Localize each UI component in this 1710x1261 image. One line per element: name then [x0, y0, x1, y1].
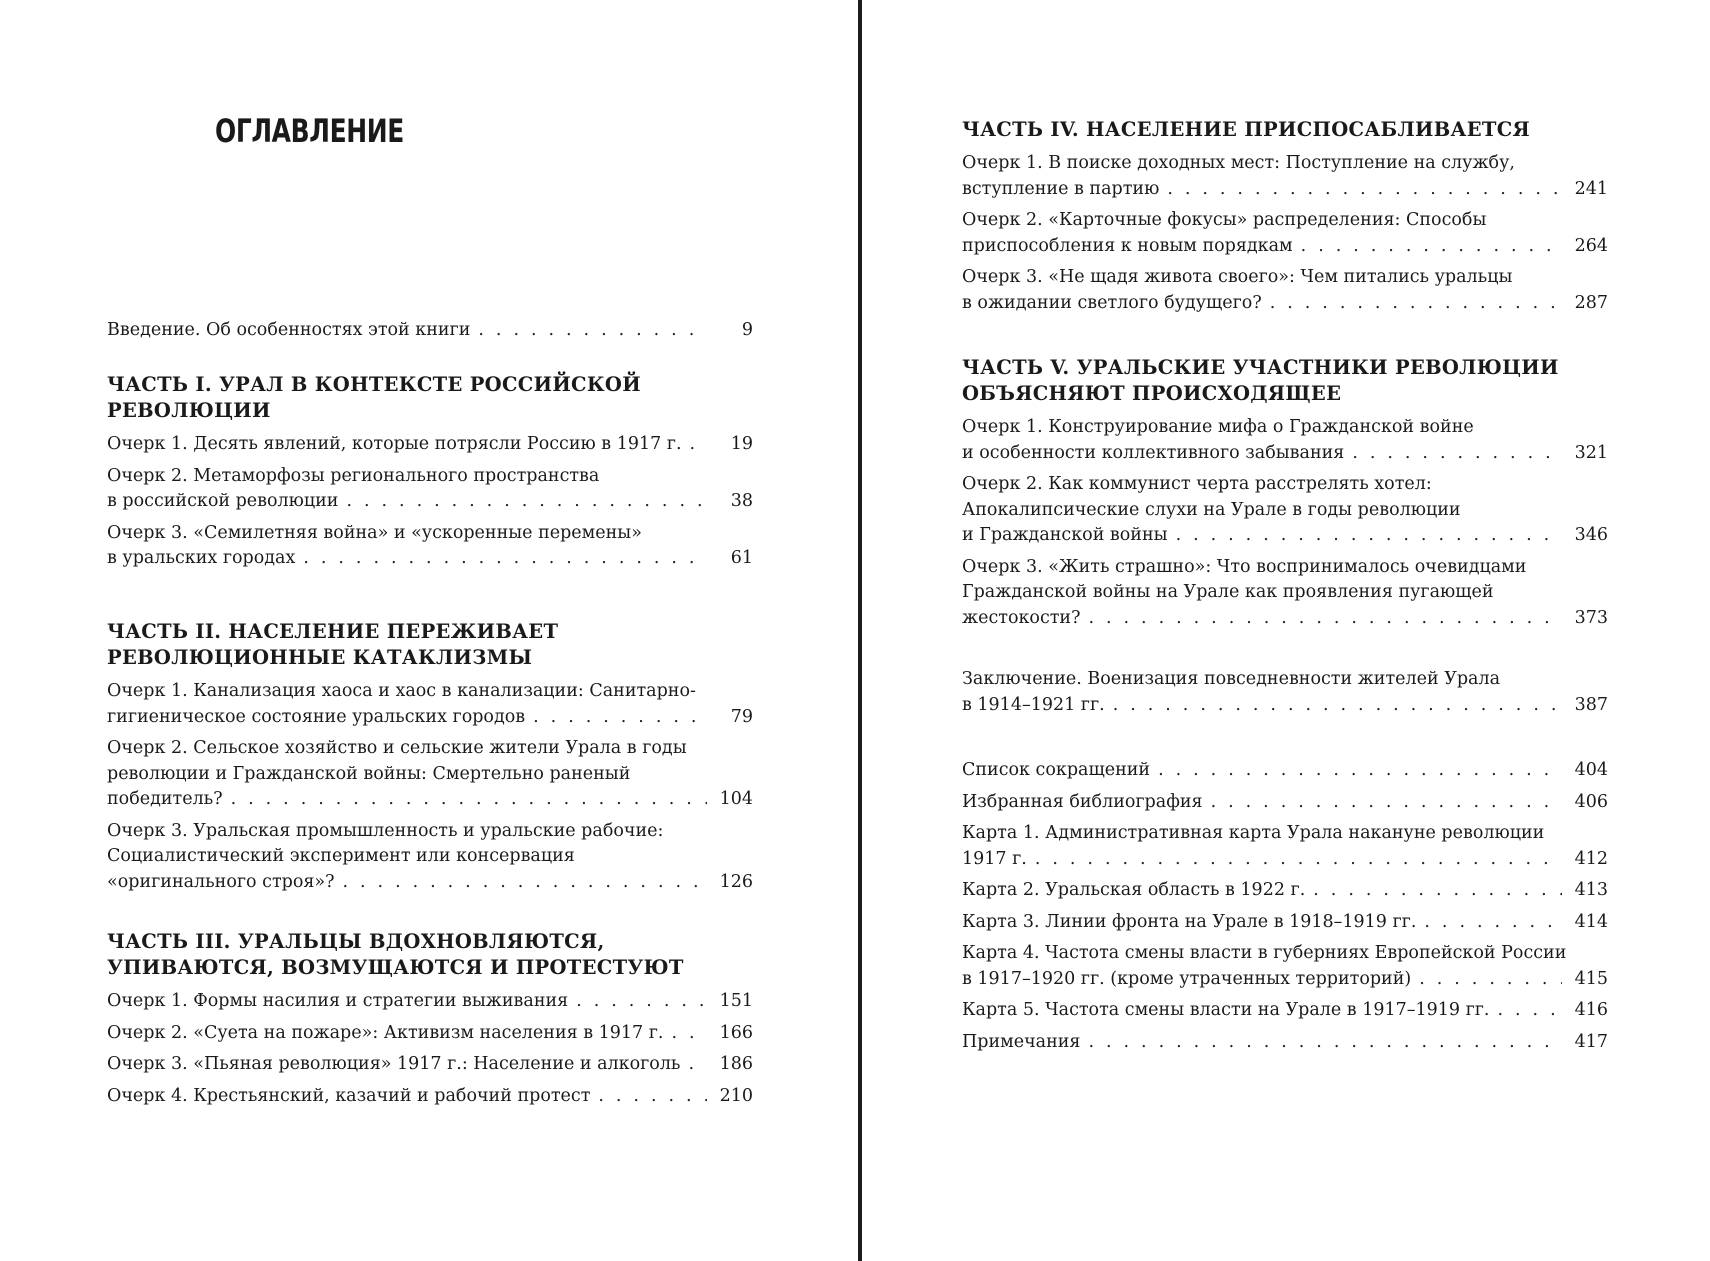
- entry-page-number: 412: [1574, 848, 1608, 869]
- entry-title-line: Очерк 2. Сельское хозяйство и сельские жители Урала в годы: [107, 738, 687, 758]
- leader-dots: [690, 432, 707, 458]
- toc-entry[interactable]: [962, 878, 1608, 904]
- entry-title: Карта 5. Частота смены власти на Урале в 1917–1919 гг.: [962, 1000, 1490, 1020]
- leader-dots: [231, 787, 707, 813]
- leader-dots: [1270, 291, 1562, 317]
- part-1-section: [107, 372, 753, 578]
- entry-title: победитель?: [107, 789, 223, 809]
- toc-entry[interactable]: [107, 989, 753, 1015]
- leader-dots: [1088, 606, 1562, 632]
- entry-page-number: 321: [1574, 442, 1608, 463]
- toc-entry[interactable]: [962, 821, 1608, 872]
- entry-title-line: Очерк 1. Канализация хаоса и хаос в канализации: Санитарно-: [107, 681, 696, 701]
- part-4-section: [962, 117, 1608, 322]
- entry-title-line: Очерк 3. «Не щадя живота своего»: Чем питались уральцы: [962, 267, 1513, 287]
- entry-title-line: Социалистический эксперимент или консервация: [107, 846, 575, 866]
- entry-title: Очерк 3. «Пьяная революция» 1917 г.: Население и алкоголь: [107, 1054, 681, 1074]
- entry-title-line: Очерк 2. Метаморфозы регионального пространства: [107, 465, 600, 486]
- entry-title-line: Карта 1. Административная карта Урала накануне революции: [962, 823, 1545, 843]
- leader-dots: [598, 1084, 707, 1110]
- part-2-title: ЧАСТЬ II. НАСЕЛЕНИЕ ПЕРЕЖИВАЕТ РЕВОЛЮЦИОННЫЕ КАТАКЛИЗМЫ: [107, 620, 559, 669]
- entry-title: Карта 3. Линии фронта на Урале в 1918–1919 гг.: [962, 911, 1417, 932]
- leader-dots: [1176, 523, 1562, 549]
- toc-entry[interactable]: [107, 464, 753, 515]
- entry-page-number: 413: [1574, 880, 1608, 900]
- leader-dots: [533, 705, 707, 731]
- conclusion-block: [962, 667, 1608, 724]
- entry-title: и Гражданской войны: [962, 525, 1168, 545]
- leader-dots: [1424, 910, 1562, 936]
- toc-entry[interactable]: [107, 1021, 753, 1047]
- entry-title-line: Апокалипсические слухи на Урале в годы революции: [962, 499, 1461, 520]
- entry-title-line: Гражданской войны на Урале как проявления пугающей: [962, 582, 1494, 602]
- entry-title: Избранная библиография: [962, 791, 1203, 812]
- part-3-section: [107, 929, 753, 1115]
- toc-entry[interactable]: [107, 736, 753, 813]
- entry-page-number: 38: [730, 491, 753, 511]
- leader-dots: [1167, 177, 1562, 203]
- entry-title: в 1917–1920 гг. (кроме утраченных территорий): [962, 968, 1412, 989]
- entry-title-line: Очерк 3. «Семилетняя война» и «ускоренные перемены»: [107, 522, 642, 543]
- entry-page-number: 416: [1574, 1000, 1608, 1020]
- entry-page-number: 210: [719, 1085, 753, 1106]
- entry-page-number: 387: [1574, 694, 1608, 715]
- toc-entry[interactable]: [962, 555, 1608, 632]
- part-4-title: ЧАСТЬ IV. НАСЕЛЕНИЕ ПРИСПОСАБЛИВАЕТСЯ: [962, 118, 1531, 141]
- entry-page-number: 104: [719, 789, 753, 809]
- part-1-title: ЧАСТЬ I. УРАЛ В КОНТЕКСТЕ РОССИЙСКОЙ РЕВОЛЮЦИИ: [107, 373, 641, 422]
- leader-dots: [1301, 234, 1562, 260]
- toc-entry[interactable]: [962, 998, 1608, 1024]
- entry-title: приспособления к новым порядкам: [962, 235, 1293, 256]
- leader-dots: [688, 1052, 707, 1078]
- entry-page-number: 126: [719, 871, 753, 892]
- entry-page-number: 264: [1574, 235, 1608, 256]
- entry-page-number: 9: [741, 320, 753, 340]
- entry-title-line: Очерк 3. «Жить страшно»: Что воспринималось очевидцами: [962, 556, 1527, 577]
- toc-entry-conclusion[interactable]: [962, 667, 1608, 718]
- toc-entry[interactable]: [107, 1052, 753, 1078]
- entry-page-number: 186: [719, 1054, 753, 1074]
- entry-title: и особенности коллективного забывания: [962, 442, 1345, 463]
- entry-title: «оригинального строя»?: [107, 871, 335, 892]
- entry-title: Карта 2. Уральская область в 1922 г.: [962, 880, 1306, 900]
- entry-page-number: 61: [730, 548, 753, 568]
- intro-block: [107, 318, 753, 350]
- entry-page-number: 404: [1574, 760, 1608, 780]
- toc-entry[interactable]: [962, 790, 1608, 816]
- entry-page-number: 346: [1574, 525, 1608, 545]
- entry-title-line: Очерк 1. В поиске доходных мест: Поступление на службу,: [962, 153, 1515, 173]
- entry-title-line: Карта 4. Частота смены власти в губерниях Европейской России: [962, 943, 1567, 963]
- toc-entry[interactable]: [962, 941, 1608, 992]
- leader-dots: [1158, 758, 1562, 784]
- entry-page-number: 414: [1574, 911, 1608, 932]
- toc-entry[interactable]: [962, 208, 1608, 259]
- entry-page-number: 151: [719, 991, 753, 1011]
- entry-title: Очерк 4. Крестьянский, казачий и рабочий протест: [107, 1085, 591, 1106]
- toc-entry[interactable]: [962, 151, 1608, 202]
- toc-entry[interactable]: [962, 1030, 1608, 1056]
- toc-heading: ОГЛАВЛЕНИЕ: [215, 112, 404, 150]
- leader-dots: [1352, 441, 1562, 467]
- toc-entry[interactable]: [107, 1084, 753, 1110]
- entry-title: в 1914–1921 гг.: [962, 694, 1105, 715]
- entry-title: в российской революции: [107, 491, 339, 511]
- entry-page-number: 19: [730, 434, 753, 454]
- entry-page-number: 287: [1574, 292, 1608, 313]
- entry-page-number: 406: [1574, 791, 1608, 812]
- toc-entry[interactable]: [107, 521, 753, 572]
- toc-entry[interactable]: [962, 415, 1608, 466]
- leader-dots: [1113, 693, 1562, 719]
- entry-page-number: 241: [1574, 178, 1608, 199]
- part-5-title: ЧАСТЬ V. УРАЛЬСКИЕ УЧАСТНИКИ РЕВОЛЮЦИИ ОБЪЯСНЯЮТ ПРОИСХОДЯЩЕЕ: [962, 356, 1559, 405]
- entry-title: 1917 г.: [962, 848, 1027, 869]
- toc-entry[interactable]: [107, 819, 753, 896]
- entry-title: вступление в партию: [962, 178, 1160, 199]
- leader-dots: [1211, 790, 1562, 816]
- entry-title: Введение. Об особенностях этой книги: [107, 320, 471, 340]
- part-2-section: [107, 619, 753, 901]
- leader-dots: [1498, 998, 1563, 1024]
- entry-title: в ожидании светлого будущего?: [962, 292, 1262, 313]
- toc-entry[interactable]: [962, 472, 1608, 549]
- entry-title: Список сокращений: [962, 760, 1151, 780]
- leader-dots: [1035, 847, 1562, 873]
- appendix-block: [962, 758, 1608, 1061]
- entry-title: в уральских городах: [107, 548, 296, 568]
- toc-entry[interactable]: [107, 679, 753, 730]
- entry-title-line: Очерк 2. Как коммунист черта расстрелять хотел:: [962, 474, 1432, 494]
- entry-page-number: 415: [1574, 968, 1608, 989]
- leader-dots: [671, 1021, 707, 1047]
- entry-title: жестокости?: [962, 607, 1081, 628]
- entry-page-number: 373: [1574, 607, 1608, 628]
- part-3-title: ЧАСТЬ III. УРАЛЬЦЫ ВДОХНОВЛЯЮТСЯ, УПИВАЮТСЯ, ВОЗМУЩАЮТСЯ И ПРОТЕСТУЮТ: [107, 930, 684, 979]
- toc-entry-intro[interactable]: [107, 318, 753, 344]
- entry-title-line: революции и Гражданской войны: Смертельно раненый: [107, 763, 631, 784]
- leader-dots: [1313, 878, 1562, 904]
- leader-dots: [576, 989, 707, 1015]
- entry-page-number: 79: [730, 706, 753, 727]
- part-5-section: [962, 355, 1608, 637]
- entry-title-line: Очерк 1. Конструирование мифа о Гражданской войне: [962, 417, 1474, 437]
- entry-page-number: 417: [1574, 1031, 1608, 1052]
- entry-title: гигиеническое состояние уральских городов: [107, 706, 526, 727]
- entry-title: Очерк 1. Десять явлений, которые потрясли Россию в 1917 г.: [107, 434, 682, 454]
- leader-dots: [303, 546, 707, 572]
- toc-entry[interactable]: [962, 265, 1608, 316]
- entry-title-line: Очерк 2. «Карточные фокусы» распределения: Способы: [962, 210, 1487, 230]
- leader-dots: [346, 489, 707, 515]
- entry-page-number: 166: [719, 1022, 753, 1043]
- leader-dots: [1088, 1030, 1562, 1056]
- leader-dots: [343, 870, 708, 896]
- book-spine-divider: [858, 0, 862, 1261]
- entry-title: Примечания: [962, 1031, 1081, 1052]
- toc-entry[interactable]: [107, 432, 753, 458]
- leader-dots: [478, 318, 707, 344]
- entry-title-line: Очерк 3. Уральская промышленность и уральские рабочие:: [107, 820, 664, 841]
- toc-entry[interactable]: [962, 758, 1608, 784]
- toc-entry[interactable]: [962, 910, 1608, 936]
- entry-title-line: Заключение. Военизация повседневности жителей Урала: [962, 669, 1501, 689]
- entry-title: Очерк 2. «Суета на пожаре»: Активизм населения в 1917 г.: [107, 1022, 664, 1043]
- entry-title: Очерк 1. Формы насилия и стратегии выживания: [107, 991, 569, 1011]
- leader-dots: [1419, 967, 1562, 993]
